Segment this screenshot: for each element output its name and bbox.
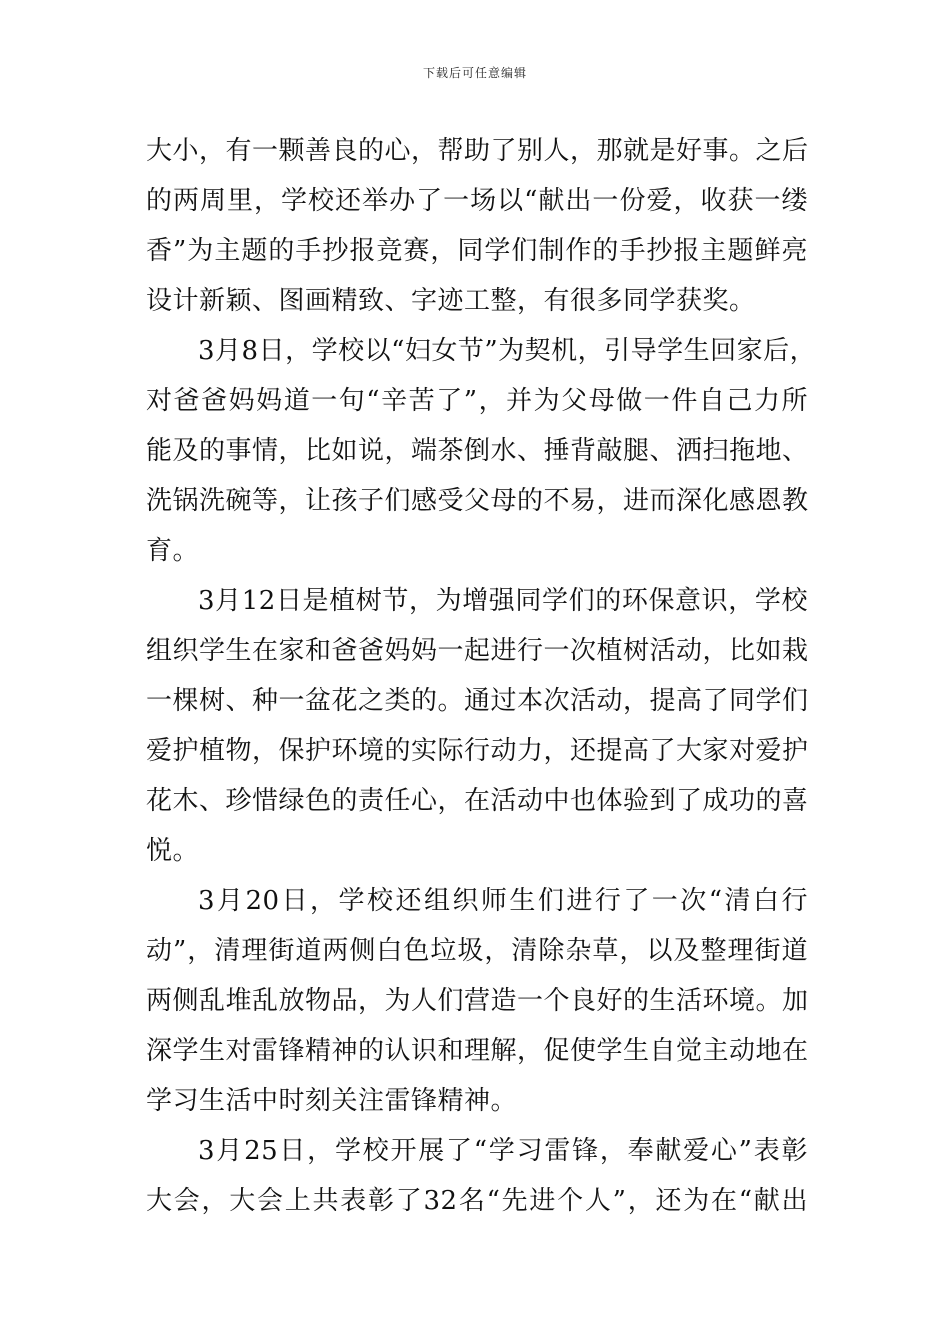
text-line: 对爸爸妈妈道一句“辛苦了”，并为父母做一件自己力所 — [146, 386, 808, 416]
text-line: 学习生活中时刻关注雷锋精神。 — [146, 1086, 518, 1116]
text-line: 组织学生在家和爸爸妈妈一起进行一次植树活动，比如栽 — [146, 636, 809, 666]
text-line: 爱护植物，保护环境的实际行动力，还提高了大家对爱护 — [146, 736, 809, 766]
text-line: 一棵树、种一盆花之类的。通过本次活动，提高了同学们 — [146, 686, 809, 716]
text-line: 悦。 — [146, 836, 200, 866]
text-line: 动”，清理街道两侧白色垃圾，清除杂草，以及整理街道 — [146, 936, 808, 966]
text-line: 深学生对雷锋精神的认识和理解，促使学生自觉主动地在 — [146, 1036, 809, 1066]
paragraph-start-line: 3月12日是植树节，为增强同学们的环保意识，学校 — [198, 586, 808, 616]
page-header: 下载后可任意编辑 — [422, 66, 527, 80]
paragraph-start-line: 3月25日，学校开展了“学习雷锋，奉献爱心”表彰 — [198, 1136, 808, 1166]
text-line: 大小，有一颗善良的心，帮助了别人，那就是好事。之后 — [146, 136, 809, 166]
text-line: 育。 — [146, 536, 200, 566]
document-body — [146, 126, 817, 1226]
text-line: 香”为主题的手抄报竞赛，同学们制作的手抄报主题鲜亮 — [146, 236, 808, 266]
text-line: 花木、珍惜绿色的责任心，在活动中也体验到了成功的喜 — [146, 786, 809, 816]
text-line: 能及的事情，比如说，端茶倒水、捶背敲腿、洒扫拖地、 — [146, 436, 809, 466]
text-line: 两侧乱堆乱放物品，为人们营造一个良好的生活环境。加 — [146, 986, 809, 1016]
text-line: 洗锅洗碗等，让孩子们感受父母的不易，进而深化感恩教 — [146, 486, 809, 516]
text-line: 大会，大会上共表彰了32名“先进个人”，还为在“献出 — [146, 1186, 808, 1216]
text-line: 设计新颖、图画精致、字迹工整，有很多同学获奖。 — [146, 286, 756, 316]
text-line: 的两周里，学校还举办了一场以“献出一份爱，收获一缕 — [146, 186, 808, 216]
paragraph-start-line: 3月8日，学校以“妇女节”为契机，引导学生回家后， — [198, 336, 817, 366]
paragraph-start-line: 3月20日，学校还组织师生们进行了一次“清白行 — [198, 886, 808, 916]
